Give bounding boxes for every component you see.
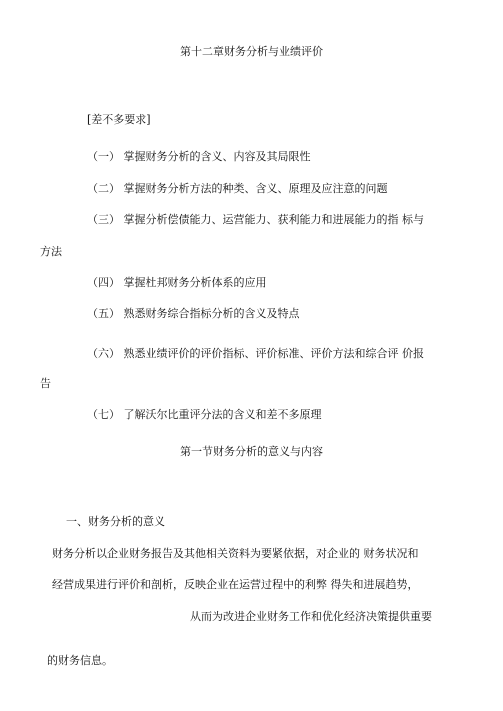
requirement-item-continuation: 告 [40, 377, 51, 390]
requirement-item: （五） 熟悉财务综合指标分析的含义及特点 [87, 307, 300, 320]
requirement-item: （二） 掌握财务分析方法的种类、含义、原理及应注意的问题 [87, 182, 388, 195]
requirement-item-continuation: 方法 [40, 245, 62, 258]
paragraph-line: 从而为改进企业财务工作和优化经济决策提供重要 [190, 610, 432, 623]
requirement-item: （一） 掌握财务分析的含义、内容及其局限性 [87, 150, 311, 163]
requirement-item: （三） 掌握分析偿债能力、运营能力、获利能力和进展能力的指 标与 [87, 213, 424, 226]
section-title: 第一节财务分析的意义与内容 [180, 445, 323, 458]
subsection-heading: 一、财务分析的意义 [66, 515, 165, 528]
requirement-item: （六） 熟悉业绩评价的评价指标、评价标准、评价方法和综合评 价报 [87, 347, 424, 360]
chapter-title: 第十二章财务分析与业绩评价 [180, 45, 323, 58]
paragraph-line: 经营成果进行评价和剖析，反映企业在运营过程中的利弊 得失和进展趋势， [52, 578, 419, 591]
requirement-item: （四） 掌握杜邦财务分析体系的应用 [87, 276, 267, 289]
requirements-heading: [差不多要求] [87, 113, 151, 126]
requirement-item: （七） 了解沃尔比重评分法的含义和差不多原理 [87, 408, 322, 421]
paragraph-line: 财务分析以企业财务报告及其他相关资料为要紧依据，对企业的 财务状况和 [52, 547, 419, 560]
paragraph-line: 的财务信息。 [47, 654, 113, 667]
